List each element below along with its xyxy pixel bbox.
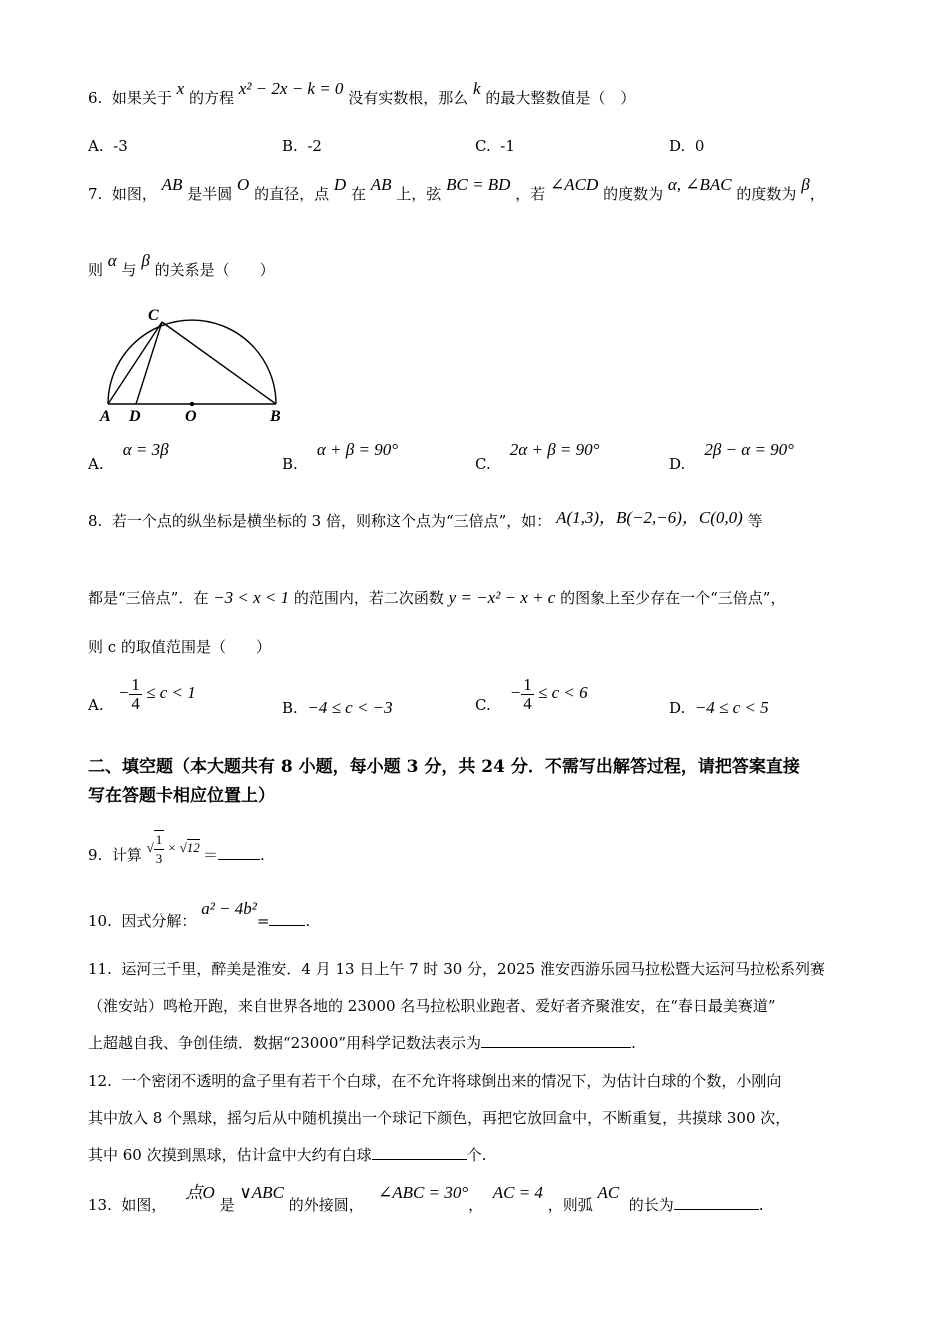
q6-stem	[88, 79, 636, 108]
answer-blank[interactable]	[269, 911, 305, 926]
option-text: −4 ≤ c < 5	[694, 698, 769, 717]
question-number: 9.	[88, 845, 103, 864]
q7-stem-line2	[88, 251, 275, 280]
q12-line2: 其中放入 8 个黑球，摇匀后从中随机摸出一个球记下颜色，再把它放回盒中，不断重复，共摸球 300 次，	[88, 1109, 791, 1127]
times-sign: ×	[167, 839, 177, 855]
option-label: A.	[88, 455, 104, 473]
denominator: 3	[155, 851, 163, 866]
q8-stem-line3: 则 c 的取值范围是（ ）	[88, 638, 271, 656]
math: BC = BD	[446, 175, 511, 194]
text: 如果关于	[111, 89, 172, 107]
text: .	[631, 1034, 636, 1052]
q11-line2: （淮安站）鸣枪开跑，来自世界各地的 23000 名马拉松职业跑者、爱好者齐聚淮安，在“春日最美赛道”	[88, 997, 776, 1015]
option-text: α + β = 90°	[316, 440, 399, 459]
option-label: D.	[669, 699, 686, 717]
math: D	[333, 175, 347, 194]
text: 运河三千里，醉美是淮安．4 月 13 日上午 7 时 30 分，2025 淮安西游乐园马拉松暨大运河马拉松系列赛	[121, 960, 825, 978]
text: ，则弧	[547, 1196, 593, 1214]
math-function: y = −x² − x + c	[448, 588, 556, 607]
q9-stem	[88, 832, 265, 876]
question-number: 11.	[88, 960, 112, 978]
text: 的度数为	[603, 185, 664, 203]
inequality: ≤ c < 6	[538, 683, 588, 703]
text: 上超越自我、争创佳绩．数据“23000”用科学记数法表示为	[88, 1034, 482, 1052]
text: 在	[350, 185, 366, 203]
math: AB	[370, 175, 392, 194]
math: ∠ABC = 30°	[378, 1183, 469, 1202]
q13-stem	[88, 1183, 764, 1215]
option-label: B.	[282, 699, 298, 717]
text: 的外接圆，	[288, 1196, 364, 1214]
chord-cd	[136, 322, 162, 404]
text: 与	[121, 261, 137, 279]
text: 的图象上至少存在一个“三倍点”，	[560, 589, 786, 607]
option-text	[117, 675, 196, 713]
text: 的范围内，若二次函数	[293, 589, 444, 607]
text: 因式分解：	[121, 912, 197, 930]
q12-line1	[88, 1071, 781, 1091]
text: =	[256, 912, 270, 930]
text: 计算	[111, 845, 142, 864]
label-a: A	[100, 408, 111, 424]
option-text: -2	[307, 137, 322, 155]
label-o: O	[185, 408, 197, 424]
label-d: D	[129, 408, 141, 424]
center-point-o	[190, 402, 194, 406]
math-sqrt-fraction: √ $\frac{1}{3}$ × √12	[146, 832, 200, 866]
fraction	[129, 676, 142, 713]
math: AB	[161, 175, 183, 194]
q10-stem	[88, 899, 311, 931]
option-label: C.	[475, 455, 491, 473]
math: AC	[597, 1183, 620, 1202]
text: ，若	[515, 185, 546, 203]
q12-line3	[88, 1145, 486, 1165]
q6-option-b	[282, 137, 322, 155]
q7-option-c	[475, 440, 600, 473]
q8-option-a	[88, 676, 196, 713]
option-label: B.	[282, 137, 298, 155]
text: 的直径，点	[254, 185, 330, 203]
text: 都是“三倍点”．在	[88, 589, 209, 607]
math-expression: a² − 4b²	[201, 899, 257, 918]
text: ，	[468, 1196, 484, 1214]
q8-option-b	[282, 698, 393, 718]
math: AC = 4	[492, 1183, 543, 1202]
section-heading-line2: 写在答题卡相应位置上）	[88, 786, 275, 806]
q8-option-c	[475, 676, 588, 713]
text: 其中 60 次摸到黑球，估计盒中大约有白球	[88, 1146, 372, 1164]
option-label: A.	[88, 696, 104, 715]
math: β	[141, 251, 150, 270]
numerator: 1	[523, 675, 532, 694]
minus-sign: −	[117, 683, 130, 703]
answer-blank[interactable]	[372, 1145, 467, 1160]
question-number: 6.	[88, 89, 103, 107]
radicand: 12	[186, 839, 200, 855]
text: 的度数为	[736, 185, 797, 203]
q7-option-a	[88, 440, 169, 473]
q7-stem-line1	[88, 175, 825, 204]
question-number: 13.	[88, 1196, 112, 1214]
text: 若一个点的纵坐标是横坐标的 3 倍，则称这个点为“三倍点”，如：	[111, 512, 552, 530]
answer-blank[interactable]	[481, 1033, 631, 1048]
q6-option-d	[669, 137, 704, 155]
text: .	[758, 1196, 764, 1214]
fraction	[521, 676, 534, 713]
text: .	[305, 912, 311, 930]
option-label: D.	[669, 137, 686, 155]
question-number: 8.	[88, 512, 103, 530]
denominator: 4	[523, 694, 532, 713]
option-text: 2α + β = 90°	[509, 440, 600, 459]
math: ∨ABC	[239, 1183, 284, 1202]
math: α, ∠BAC	[667, 175, 732, 194]
question-number: 12.	[88, 1072, 112, 1090]
fraction	[154, 830, 165, 868]
text: 个.	[466, 1146, 487, 1164]
text: 如图，	[111, 185, 157, 203]
option-label: D.	[669, 455, 686, 473]
option-text: α = 3β	[122, 440, 169, 459]
label-b: B	[270, 408, 281, 424]
q7-option-d	[669, 440, 794, 473]
option-text: -1	[500, 137, 515, 155]
text: .	[259, 845, 265, 864]
text: 的方程	[188, 89, 234, 107]
q6-option-c	[475, 137, 515, 155]
math-equation: x² − 2x − k = 0	[238, 79, 344, 98]
q8-stem-line1	[88, 508, 763, 531]
text: 如图，	[121, 1196, 167, 1214]
math: α	[107, 251, 117, 270]
option-text: -3	[113, 137, 128, 155]
numerator: 1	[131, 675, 140, 694]
q7-option-b	[282, 440, 399, 473]
numerator: 1	[154, 831, 165, 850]
option-text	[509, 675, 588, 713]
option-text: −4 ≤ c < −3	[307, 698, 393, 717]
section-heading-line1: 二、填空题（本大题共有 8 小题，每小题 3 分，共 24 分．不需写出解答过程，请把答案直接	[88, 757, 800, 777]
math-points: A(1,3)，B(−2,−6)，C(0,0)	[556, 508, 743, 527]
question-number: 7.	[88, 185, 103, 203]
chord-ac	[108, 322, 162, 404]
option-label: B.	[282, 455, 298, 473]
text: 是半圆	[187, 185, 233, 203]
answer-blank[interactable]	[674, 1195, 759, 1210]
text: 是	[219, 1196, 235, 1214]
math-var-x: x	[176, 79, 185, 98]
text: 的长为	[628, 1196, 674, 1214]
text: 一个密闭不透明的盒子里有若干个白球，在不允许将球倒出来的情况下，为估计白球的个数，小刚向	[121, 1072, 782, 1090]
text: 没有实数根，那么	[348, 89, 469, 107]
label-c: C	[148, 307, 159, 324]
semicircle-figure	[96, 300, 296, 424]
option-text: 0	[694, 137, 705, 155]
text: ＝	[202, 845, 218, 864]
math: 点O	[185, 1183, 215, 1202]
inequality: ≤ c < 1	[146, 683, 196, 703]
q11-line1	[88, 959, 825, 979]
q11-line3	[88, 1033, 636, 1053]
text: 的关系是（ ）	[154, 261, 275, 279]
q8-option-d	[669, 698, 769, 718]
option-label: C.	[475, 696, 491, 715]
text: ，	[809, 185, 825, 203]
option-label: C.	[475, 137, 491, 155]
text: 等	[747, 512, 763, 530]
math: O	[237, 175, 250, 194]
text: 上，弦	[396, 185, 442, 203]
q6-option-a	[88, 137, 128, 155]
math: β	[801, 175, 810, 194]
text: 则	[88, 261, 104, 279]
minus-sign: −	[509, 683, 522, 703]
question-number: 10.	[88, 912, 112, 930]
answer-blank[interactable]	[218, 845, 260, 860]
option-label: A.	[88, 137, 104, 155]
math-range: −3 < x < 1	[213, 588, 290, 607]
semicircle-arc	[108, 320, 276, 404]
math: ∠ACD	[550, 175, 599, 194]
q8-stem-line2	[88, 588, 785, 608]
math-var-k: k	[473, 79, 481, 98]
option-text: 2β − α = 90°	[704, 440, 794, 459]
chord-cb	[162, 322, 276, 404]
text: 的最大整数值是（ ）	[485, 89, 636, 107]
denominator: 4	[131, 694, 140, 713]
